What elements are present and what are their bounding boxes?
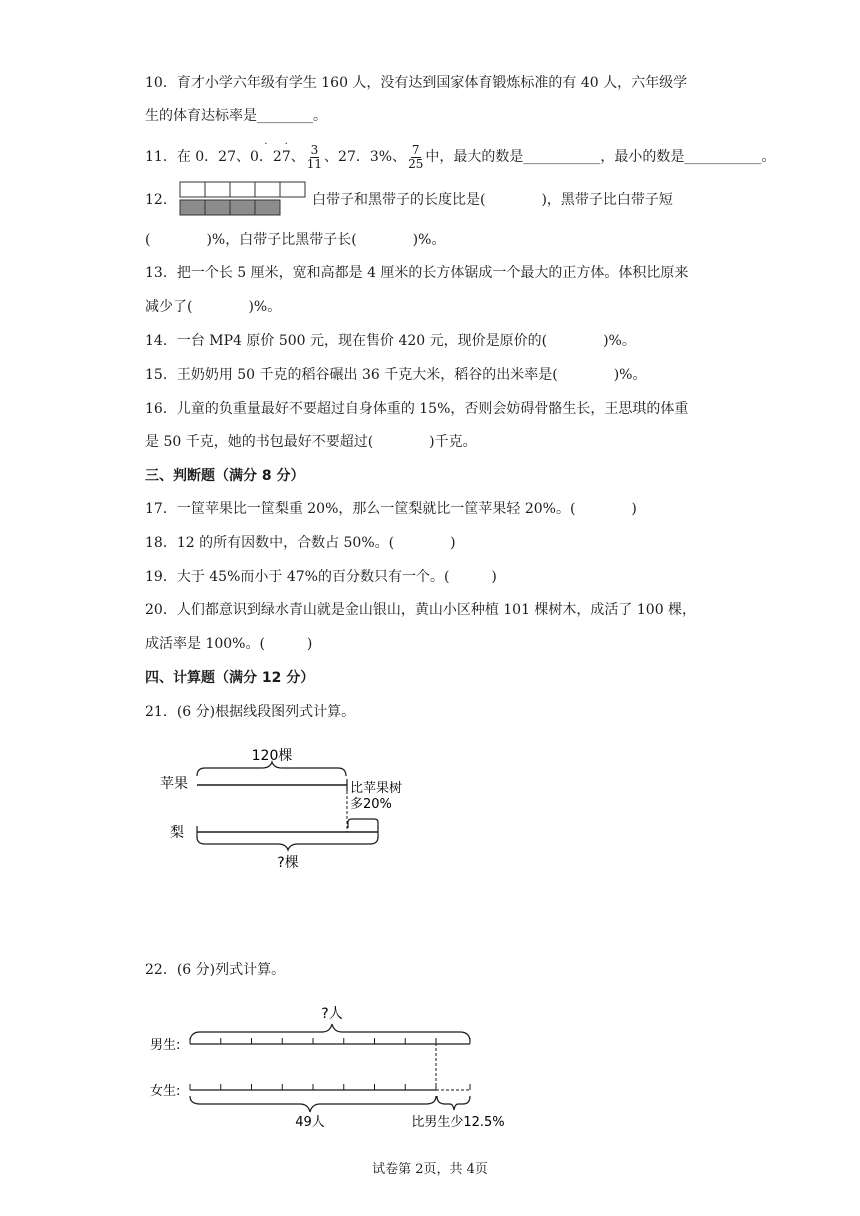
q12-strip-diagram: [178, 181, 310, 217]
q21-title: 21．(6 分)根据线段图列式计算。: [145, 704, 356, 720]
section-4-heading: 四、计算题（满分 12 分）: [145, 670, 315, 686]
q11: [145, 140, 775, 174]
q13-line2: 减少了( )%。: [145, 299, 282, 315]
q11-prefix: 11．在 0．27、: [145, 149, 250, 165]
q11-mid: 、27．3%、: [324, 149, 407, 165]
black-strip-segment: [255, 200, 280, 215]
white-strip-segment: [180, 182, 205, 197]
q21-note-line1: 比苹果树: [350, 781, 403, 796]
q22-line-diagram: [150, 1000, 520, 1135]
q12-line2: ( )%，白带子比黑带子长( )%。: [145, 232, 446, 248]
white-strip-segment: [255, 182, 280, 197]
section-3-heading: 三、判断题（满分 8 分）: [145, 468, 305, 484]
q11-fraction-1: [307, 144, 322, 171]
q22-label-49: 49人: [295, 1115, 325, 1130]
q11-frac1-num: 3: [310, 142, 319, 157]
q16-line2: 是 50 千克，她的书包最好不要超过( )千克。: [145, 434, 477, 450]
q19: 19．大于 45%而小于 47%的百分数只有一个。( ): [145, 569, 497, 585]
q18: 18．12 的所有因数中，合数占 50%。( ): [145, 535, 456, 551]
q22-label-girls: 女生:: [150, 1084, 181, 1099]
q22-top-brace: [190, 1024, 470, 1042]
q22-bottom-brace-small: [437, 1096, 470, 1110]
q21-small-brace: [348, 819, 378, 828]
q20-line1: 20．人们都意识到绿水青山就是金山银山，黄山小区种植 101 棵树木，成活了 100 棵，: [145, 602, 697, 618]
q22-label-less: 比男生少12.5%: [411, 1115, 505, 1130]
q14: 14．一台 MP4 原价 500 元，现在售价 420 元，现价是原价的( )%。: [145, 333, 636, 349]
black-strip-segment: [205, 200, 230, 215]
q21-note-line2: 多20%: [350, 797, 392, 812]
q12-line1: 白带子和黑带子的长度比是( )，黑带子比白带子短: [312, 192, 673, 208]
white-strip-segment: [205, 182, 230, 197]
q10-line1: 10．育才小学六年级有学生 160 人，没有达到国家体育锻炼标准的有 40 人，六年级学: [145, 75, 688, 91]
white-strip: [180, 182, 305, 197]
q22-title: 22．(6 分)列式计算。: [145, 962, 286, 978]
q16-line1: 16．儿童的负重量最好不要超过自身体重的 15%，否则会妨碍骨骼生长，王思琪的体重: [145, 401, 689, 417]
black-strip: [180, 200, 280, 215]
q11-fraction-2: [408, 144, 423, 171]
black-strip-segment: [180, 200, 205, 215]
q21-label-pear: 梨: [170, 825, 184, 841]
q11-repeat-part-b: 7 ˙: [282, 147, 291, 167]
black-strip-segment: [230, 200, 255, 215]
q17: 17．一筐苹果比一筐梨重 20%，那么一筐梨就比一筐苹果轻 20%。( ): [145, 501, 637, 517]
q22-label-boys: 男生:: [150, 1038, 181, 1053]
q21-top-brace: [197, 762, 346, 776]
q11-suffix: 中，最大的数是___________，最小的数是___________。: [425, 149, 776, 165]
q21-bottom-brace: [197, 837, 378, 850]
q15: 15．王奶奶用 50 千克的稻谷碾出 36 千克大米，稻谷的出米率是( )%。: [145, 367, 647, 383]
q11-frac2-num: 7: [411, 142, 420, 157]
q11-frac2-den: 25: [408, 156, 424, 171]
q11-sep1: 、: [290, 149, 305, 165]
q21-line-diagram: [150, 740, 430, 875]
q11-repeat-part-a: 0．2 ˙: [250, 147, 282, 167]
q22-girls-line: [190, 1084, 436, 1090]
q21-label-bottom: ?棵: [277, 855, 299, 871]
q11-frac1-den: 11: [306, 156, 323, 171]
page-footer: 试卷第 2页，共 4页: [372, 1162, 488, 1177]
q11-repeating-decimal: [250, 147, 291, 167]
q21-label-top: 120棵: [251, 748, 293, 764]
white-strip-segment: [230, 182, 255, 197]
q21-label-apple: 苹果: [160, 776, 188, 792]
q22-bottom-brace-49: [190, 1096, 436, 1112]
q12-number: 12．: [145, 192, 177, 208]
q20-line2: 成活率是 100%。( ): [145, 636, 313, 652]
q22-boys-line: [190, 1038, 470, 1044]
q10-line2: 生的体育达标率是________。: [145, 108, 327, 124]
white-strip-segment: [280, 182, 305, 197]
q13-line1: 13．把一个长 5 厘米，宽和高都是 4 厘米的长方体锯成一个最大的正方体。体积比原来: [145, 265, 689, 281]
q22-label-top: ?人: [321, 1006, 343, 1022]
